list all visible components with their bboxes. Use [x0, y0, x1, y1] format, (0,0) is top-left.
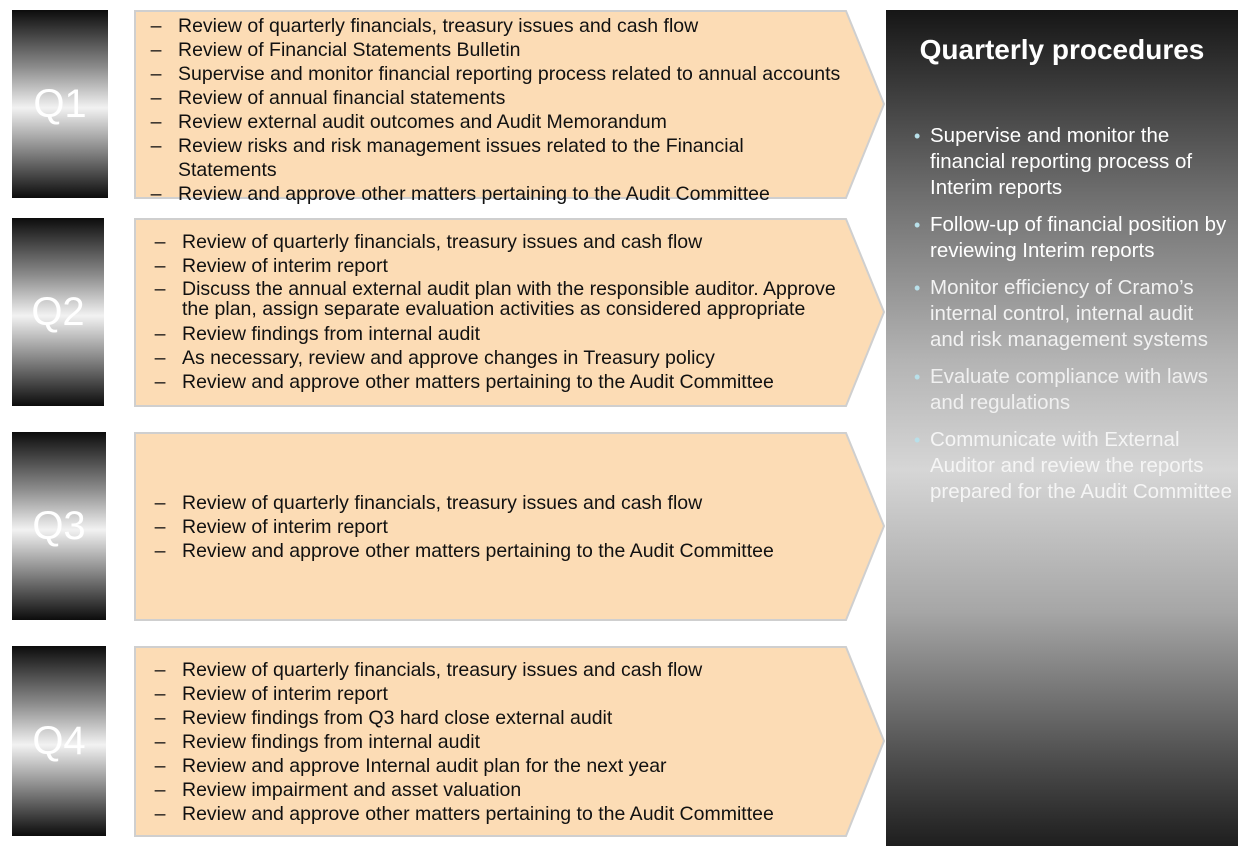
bullet-dot-icon: •	[914, 278, 921, 298]
procedure-text: Follow-up of financial position by reviewing Interim reports	[930, 213, 1227, 262]
procedures-list	[912, 123, 1232, 516]
list-item: – Review risks and risk management issues related to the Financial Statements	[146, 134, 846, 182]
list-item: – Supervise and monitor financial reporting process related to annual accounts	[146, 62, 846, 86]
list-item: – Review of interim report	[150, 255, 840, 277]
procedure-bullet	[912, 364, 1232, 416]
list-item: – Review findings from Q3 hard close external audit	[150, 706, 840, 730]
q1-item-list	[146, 15, 846, 205]
list-item: – Review and approve other matters pertaining to the Audit Committee	[150, 371, 840, 393]
quarterly-procedures-panel	[886, 10, 1238, 846]
list-item: – Review of Financial Statements Bulletin	[146, 38, 846, 62]
procedure-text: Supervise and monitor the financial reporting process of Interim reports	[930, 124, 1193, 199]
list-item: – Review and approve Internal audit plan for the next year	[150, 754, 840, 778]
list-item: – Review and approve other matters pertaining to the Audit Committee	[146, 182, 846, 206]
procedure-text: Evaluate compliance with laws and regulations	[930, 365, 1209, 414]
bullet-dot-icon: •	[914, 126, 921, 146]
list-item: – Review of quarterly financials, treasury issues and cash flow	[146, 14, 846, 38]
list-item: – Review and approve other matters pertaining to the Audit Committee	[150, 539, 840, 563]
list-item: – Review of quarterly financials, treasury issues and cash flow	[150, 491, 840, 515]
quarter-label-q2: Q2	[12, 218, 104, 406]
bullet-dot-icon: •	[914, 367, 921, 387]
list-item: – Review of interim report	[150, 515, 840, 539]
list-item: – Review of quarterly financials, treasury issues and cash flow	[150, 231, 840, 253]
list-item: – Review impairment and asset valuation	[150, 778, 840, 802]
list-item: – Review of annual financial statements	[146, 86, 846, 110]
quarter-label-q4: Q4	[12, 646, 106, 836]
procedure-bullet	[912, 212, 1232, 264]
procedure-bullet	[912, 427, 1232, 505]
panel-title: Quarterly procedures	[919, 34, 1205, 65]
quarter-label-q1: Q1	[12, 10, 108, 198]
list-item: – Discuss the annual external audit plan with the responsible auditor. Approve the plan, assign separate evaluation activities as considered appropriate	[150, 279, 840, 319]
bullet-dot-icon: •	[914, 430, 921, 450]
list-item: – Review findings from internal audit	[150, 323, 840, 345]
procedure-bullet	[912, 123, 1232, 201]
procedure-text: Monitor efficiency of Cramo’s internal control, internal audit and risk management systems	[930, 276, 1209, 351]
procedure-text: Communicate with External Auditor and review the reports prepared for the Audit Committee	[930, 428, 1232, 503]
bullet-dot-icon: •	[914, 215, 921, 235]
q3-item-list	[150, 440, 840, 614]
list-item: – Review of quarterly financials, treasury issues and cash flow	[150, 658, 840, 682]
procedure-bullet	[912, 275, 1232, 353]
list-item: – Review external audit outcomes and Audit Memorandum	[146, 110, 846, 134]
list-item: – Review findings from internal audit	[150, 730, 840, 754]
list-item: – Review of interim report	[150, 682, 840, 706]
list-item: – As necessary, review and approve changes in Treasury policy	[150, 347, 840, 369]
quarter-label-q3: Q3	[12, 432, 106, 620]
q2-item-list	[150, 220, 840, 404]
q4-item-list	[150, 658, 840, 826]
list-item: – Review and approve other matters pertaining to the Audit Committee	[150, 802, 840, 826]
